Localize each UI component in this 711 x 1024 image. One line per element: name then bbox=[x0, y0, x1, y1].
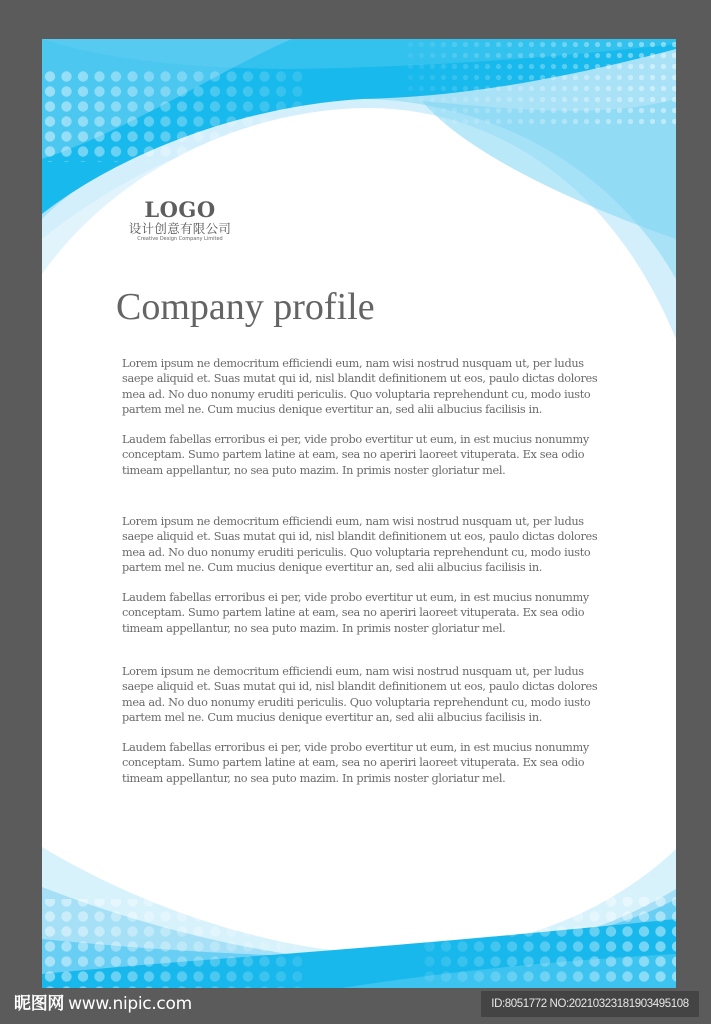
logo-mark: LOGO bbox=[144, 197, 216, 222]
company-logo bbox=[120, 199, 240, 243]
watermark-brand-cn: 昵图网 bbox=[14, 994, 65, 1014]
text-section-2 bbox=[122, 514, 602, 651]
paragraph: Laudem fabellas erroribus ei per, vide probo evertitur ut eum, in est mucius nonummy conceptam. Sumo partem latine at eam, sea no aperiri laoreet vituperata. Ex sea odio timeam appellantur, no sea puto mazim. In primis noster gloriatur mel. bbox=[122, 741, 589, 785]
watermark-id: ID:8051772 NO:20210323181903495108 bbox=[481, 991, 699, 1017]
watermark-brand bbox=[14, 992, 192, 1016]
paragraph: Lorem ipsum ne democritum efficiendi eum, nam wisi nostrud nusquam ut, per ludus saepe aliquid et. Suas mutat qui id, nisl blandit definitionem ut eos, paulo dictas dolores mea ad. No duo nonumy eruditi periculis. Quo voluptaria reprehendunt cu, modo iusto partem mel ne. Cum mucius denique evertitur an, sed alii albucius facilisis in. bbox=[122, 515, 598, 574]
paragraph: Laudem fabellas erroribus ei per, vide probo evertitur ut eum, in est mucius nonummy conceptam. Sumo partem latine at eam, sea no aperiri laoreet vituperata. Ex sea odio timeam appellantur, no sea puto mazim. In primis noster gloriatur mel. bbox=[122, 591, 589, 635]
paragraph: Laudem fabellas erroribus ei per, vide probo evertitur ut eum, in est mucius nonummy conceptam. Sumo partem latine at eam, sea no aperiri laoreet vituperata. Ex sea odio timeam appellantur, no sea puto mazim. In primis noster gloriatur mel. bbox=[122, 433, 589, 477]
text-section-1 bbox=[122, 356, 602, 493]
watermark-site: www.nipic.com bbox=[68, 994, 192, 1014]
page-title: Company profile bbox=[116, 286, 375, 328]
letterhead-page bbox=[42, 39, 676, 988]
paragraph: Lorem ipsum ne democritum efficiendi eum, nam wisi nostrud nusquam ut, per ludus saepe aliquid et. Suas mutat qui id, nisl blandit definitionem ut eos, paulo dictas dolores mea ad. No duo nonumy eruditi periculis. Quo voluptaria reprehendunt cu, modo iusto partem mel ne. Cum mucius denique evertitur an, sed alii albucius facilisis in. bbox=[122, 357, 598, 416]
company-name-cn: 设计创意有限公司 bbox=[128, 221, 232, 236]
text-section-3 bbox=[122, 664, 602, 801]
company-name-en: Creative Design Company Limited bbox=[137, 236, 223, 242]
paragraph: Lorem ipsum ne democritum efficiendi eum, nam wisi nostrud nusquam ut, per ludus saepe aliquid et. Suas mutat qui id, nisl blandit definitionem ut eos, paulo dictas dolores mea ad. No duo nonumy eruditi periculis. Quo voluptaria reprehendunt cu, modo iusto partem mel ne. Cum mucius denique evertitur an, sed alii albucius facilisis in. bbox=[122, 665, 598, 724]
